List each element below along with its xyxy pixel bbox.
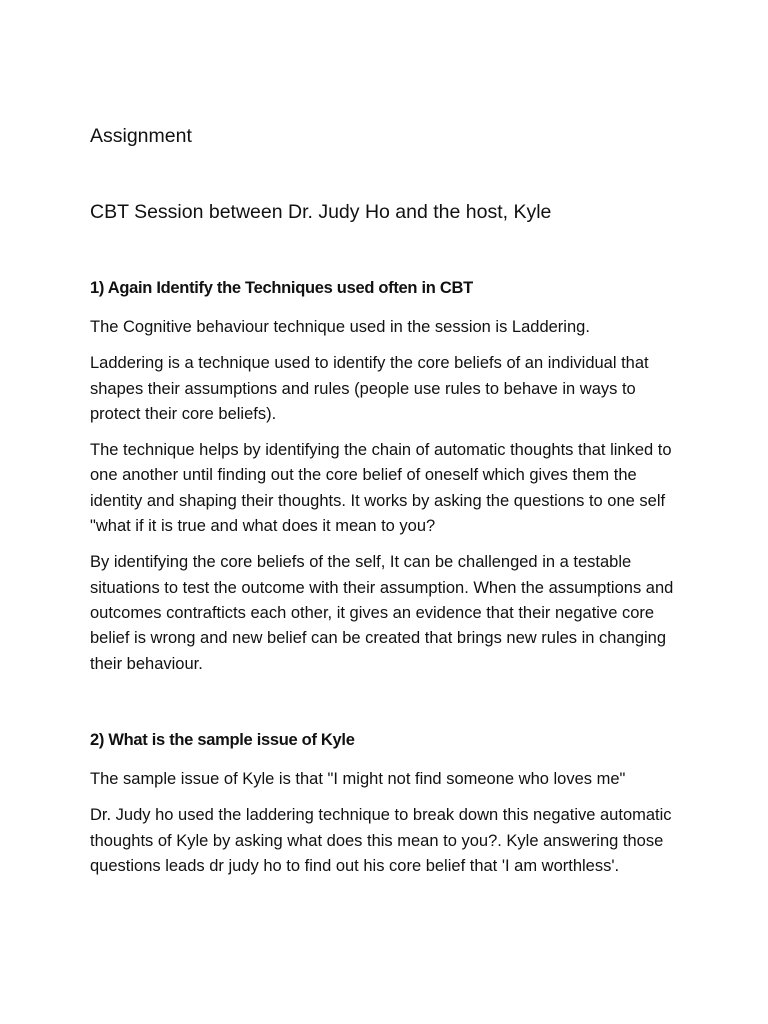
paragraph: The Cognitive behaviour technique used in the session is Laddering. [90,318,590,336]
section-techniques [90,276,680,688]
paragraph: By identifying the core beliefs of the self, It can be challenged in a testable situations to test the outcome with their assumption. When the assumptions and outcomes contrafticts each other, it gives an evidence that their negative core belief is wrong and new belief can be created that brings new rules in changing their behaviour. [90,553,674,673]
section-heading: 2) What is the sample issue of Kyle [90,731,355,749]
paragraph: The technique helps by identifying the chain of automatic thoughts that linked to one another until finding out the core belief of oneself which gives them the identity and shaping their thoughts. It works by asking the questions to one self "what if it is true and what does it mean to you? [90,441,672,536]
section-sample-issue [90,728,680,890]
paragraph: The sample issue of Kyle is that "I might not find someone who loves me" [90,770,626,788]
paragraph: Laddering is a technique used to identify the core beliefs of an individual that shapes their assumptions and rules (people use rules to behave in ways to protect their core beliefs). [90,354,649,423]
document-title: Assignment [90,125,192,147]
section-heading: 1) Again Identify the Techniques used often in CBT [90,279,473,297]
paragraph: Dr. Judy ho used the laddering technique to break down this negative automatic thoughts of Kyle by asking what does this mean to you?. Kyle answering those questions leads dr judy ho to find out his core belief that 'I am worthless'. [90,806,672,875]
document-subtitle: CBT Session between Dr. Judy Ho and the host, Kyle [90,201,552,223]
